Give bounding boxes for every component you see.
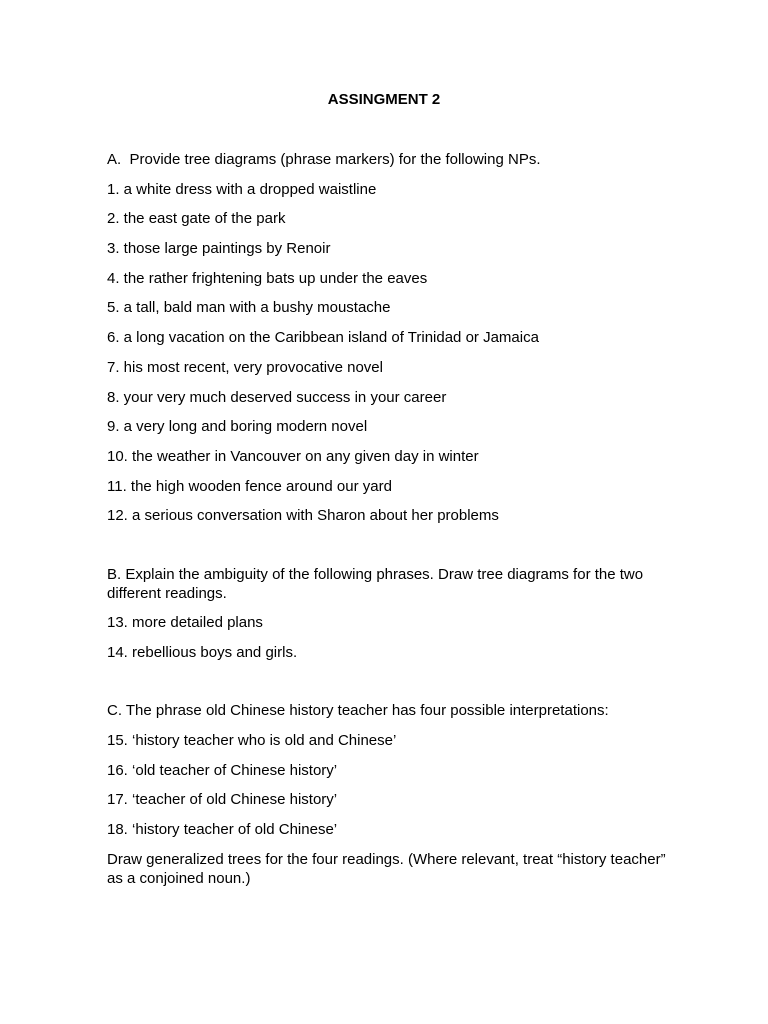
list-item: 4. the rather frightening bats up under the eaves <box>107 269 428 287</box>
list-item: 10. the weather in Vancouver on any given day in winter <box>107 447 479 465</box>
list-item: 14. rebellious boys and girls. <box>107 643 298 661</box>
list-item: 15. ‘history teacher who is old and Chinese’ <box>107 732 397 749</box>
list-item: 11. the high wooden fence around our yard <box>107 477 392 495</box>
list-item: 17. ‘teacher of old Chinese history’ <box>107 791 338 809</box>
list-item: 16. ‘old teacher of Chinese history’ <box>107 761 338 779</box>
section-c-heading: C. The phrase old Chinese history teacher has four possible interpretations: <box>107 702 609 720</box>
section-c-closing: Draw generalized trees for the four readings. (Where relevant, treat “history teacher” as a conjoined noun.) <box>107 850 666 887</box>
list-item: 13. more detailed plans <box>107 613 263 631</box>
list-item: 9. a very long and boring modern novel <box>107 418 368 436</box>
section-b <box>107 565 667 662</box>
list-item: 3. those large paintings by Renoir <box>107 240 331 258</box>
section-a <box>107 150 667 525</box>
section-spacer <box>107 536 667 565</box>
section-b-heading: B. Explain the ambiguity of the following phrases. Draw tree diagrams for the two different readings. <box>107 565 644 602</box>
list-item: 7. his most recent, very provocative novel <box>107 358 383 376</box>
list-item: 5. a tall, bald man with a bushy moustache <box>107 299 391 317</box>
document-body <box>107 150 667 898</box>
list-item: 18. ‘history teacher of old Chinese’ <box>107 821 338 839</box>
page-title: ASSINGMENT 2 <box>327 91 441 108</box>
section-a-heading: A. Provide tree diagrams (phrase markers) for the following NPs. <box>107 151 541 168</box>
list-item: 2. the east gate of the park <box>107 210 286 228</box>
list-item: 12. a serious conversation with Sharon about her problems <box>107 507 499 525</box>
list-item: 1. a white dress with a dropped waistline <box>107 180 377 198</box>
list-item: 8. your very much deserved success in your career <box>107 388 447 406</box>
section-c <box>107 701 667 887</box>
list-item: 6. a long vacation on the Caribbean island of Trinidad or Jamaica <box>107 329 539 347</box>
section-spacer <box>107 672 667 701</box>
